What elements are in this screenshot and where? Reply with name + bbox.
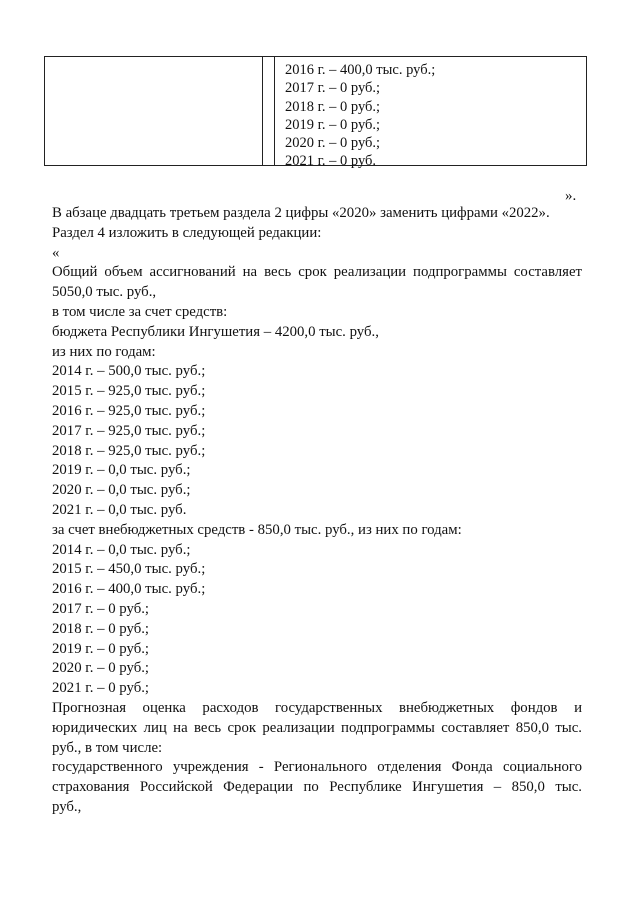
extra-year-line: 2019 г. – 0 руб.; [52,640,150,657]
by-years-line: из них по годам: [52,343,156,360]
budget-year-line: 2017 г. – 925,0 тыс. руб.; [52,422,206,439]
table-line: 2020 г. – 0 руб.; [285,135,381,152]
extra-year-line: 2018 г. – 0 руб.; [52,620,150,637]
forecast-line: Прогнозная оценка расходов государственных внебюджетных фондов и [52,699,582,716]
including-line: в том числе за счет средств: [52,303,228,320]
budget-year-line: 2014 г. – 500,0 тыс. руб.; [52,363,206,380]
institution-line: руб., [52,798,82,815]
budget-year-line: 2016 г. – 925,0 тыс. руб.; [52,402,206,419]
budget-year-line: 2019 г. – 0,0 тыс. руб.; [52,462,191,479]
table-line: 2017 г. – 0 руб.; [285,80,381,97]
institution-line: страхования Российской Федерации по Республике Ингушетия – 850,0 тыс. [52,779,582,796]
table-cell-years [285,61,435,171]
extra-year-line: 2015 г. – 450,0 тыс. руб.; [52,561,206,578]
opening-quote: « [52,244,60,261]
forecast-line: руб., в том числе: [52,739,163,756]
table-line: 2016 г. – 400,0 тыс. руб.; [285,62,436,78]
extra-year-line: 2020 г. – 0 руб.; [52,660,150,677]
table-line: 2021 г. – 0 руб. [285,153,377,170]
budget-line: бюджета Республики Ингушетия – 4200,0 тыс. руб., [52,323,379,340]
table-divider [262,57,263,165]
table-line: 2018 г. – 0 руб.; [285,98,381,115]
funding-table [44,56,587,170]
document-body [52,204,582,818]
budget-year-line: 2020 г. – 0,0 тыс. руб.; [52,482,191,499]
section-intro: Раздел 4 изложить в следующей редакции: [52,224,322,241]
budget-year-line: 2021 г. – 0,0 тыс. руб. [52,501,187,518]
amendment-paragraph: В абзаце двадцать третьем раздела 2 цифры «2020» заменить цифрами «2022». [52,205,550,221]
total-line: 5050,0 тыс. руб., [52,284,157,301]
extra-year-line: 2017 г. – 0 руб.; [52,600,150,617]
forecast-line: юридических лиц на весь срок реализации подпрограммы составляет 850,0 тыс. [52,719,582,736]
extra-year-line: 2016 г. – 400,0 тыс. руб.; [52,581,206,598]
total-line: Общий объем ассигнований на весь срок реализации подпрограммы составляет [52,264,582,281]
budget-year-line: 2018 г. – 925,0 тыс. руб.; [52,442,206,459]
extra-year-line: 2021 г. – 0 руб.; [52,680,150,697]
budget-year-line: 2015 г. – 925,0 тыс. руб.; [52,383,206,400]
table-divider [274,57,275,165]
closing-quote: ». [565,188,577,204]
extra-year-line: 2014 г. – 0,0 тыс. руб.; [52,541,191,558]
table-line: 2019 г. – 0 руб.; [285,116,381,133]
institution-line: государственного учреждения - Регионального отделения Фонда социального [52,759,582,776]
extra-budget-line: за счет внебюджетных средств - 850,0 тыс. руб., из них по годам: [52,521,462,538]
